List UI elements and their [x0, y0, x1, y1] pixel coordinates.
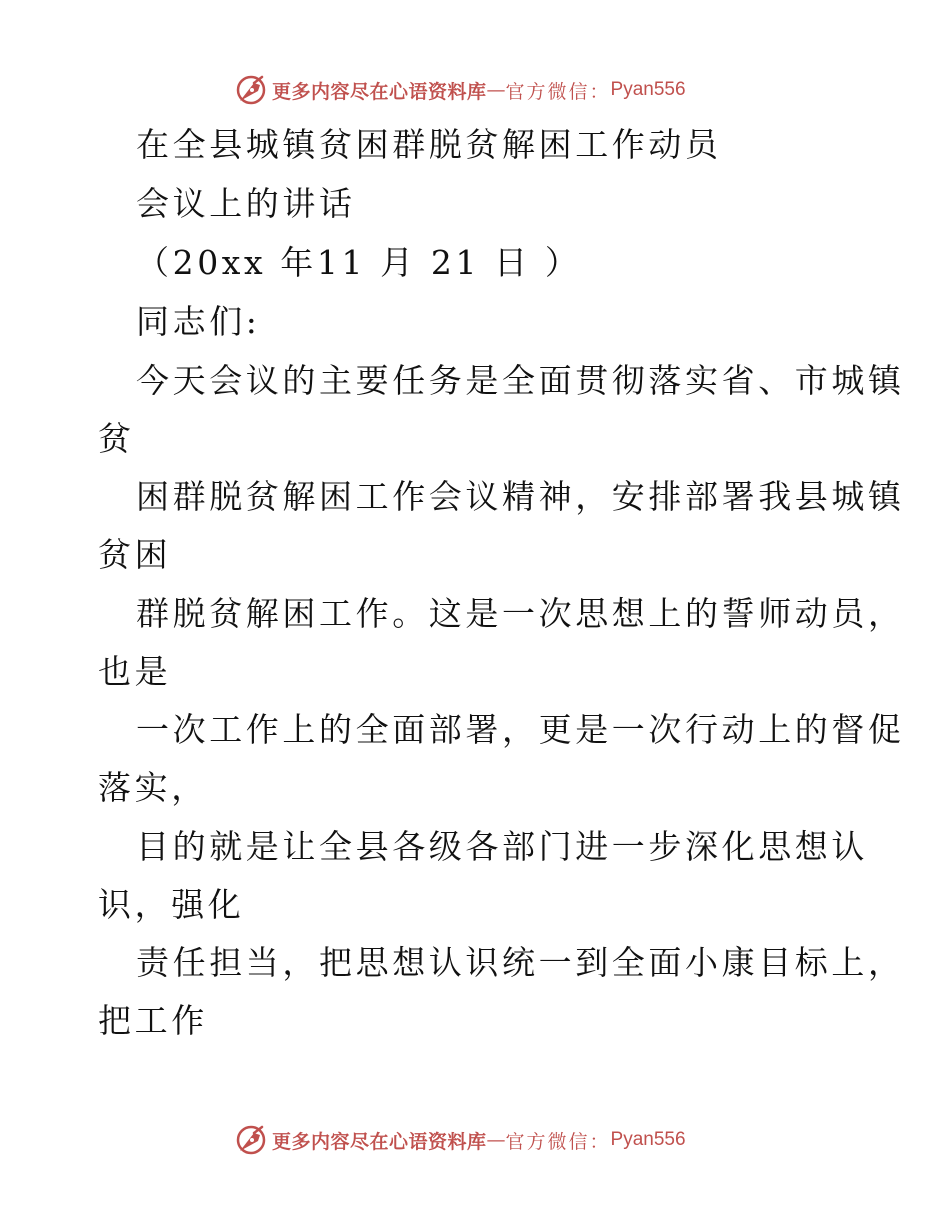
body-line: 一次工作上的全面部署，更是一次行动上的督促: [136, 710, 905, 749]
body-line: 把工作: [98, 1001, 208, 1040]
header-watermark: [234, 72, 686, 108]
watermark-wechat-id: Pyan556: [610, 79, 686, 100]
body-line: 今天会议的主要任务是全面贯彻落实省、市城镇: [136, 361, 905, 400]
body-line: 贫: [98, 419, 135, 458]
watermark-wechat-label: 官方微信：: [505, 80, 611, 103]
body-line: 也是: [98, 652, 172, 691]
watermark-wechat-id: Pyan556: [610, 1129, 686, 1150]
speech-date: （20xx 年11 月 21 日 ）: [136, 243, 582, 282]
footer-watermark: [234, 1122, 686, 1158]
salutation: 同志们:: [136, 302, 261, 341]
body-line: 群脱贫解困工作。这是一次思想上的誓师动员，: [136, 594, 905, 633]
watermark-wechat-label: 官方微信：: [505, 1130, 611, 1153]
body-line: 贫困: [98, 535, 172, 574]
watermark-separator: —: [486, 1129, 506, 1151]
body-line: 目的就是让全县各级各部门进一步深化思想认: [136, 827, 868, 866]
pen-nib-logo-icon: [234, 73, 268, 107]
body-line: 识，强化: [98, 885, 245, 924]
pen-nib-logo-icon: [234, 1123, 268, 1157]
title-line-2: 会议上的讲话: [136, 184, 356, 223]
title-line-1: 在全县城镇贫困群脱贫解困工作动员: [136, 125, 722, 164]
body-line: 落实，: [98, 768, 208, 807]
watermark-text: 更多内容尽在心语资料库: [272, 1130, 487, 1153]
body-line: 责任担当，把思想认识统一到全面小康目标上，: [136, 943, 905, 982]
watermark-separator: —: [486, 79, 506, 101]
watermark-text: 更多内容尽在心语资料库: [272, 80, 487, 103]
body-line: 困群脱贫解困工作会议精神，安排部署我县城镇: [136, 477, 905, 516]
